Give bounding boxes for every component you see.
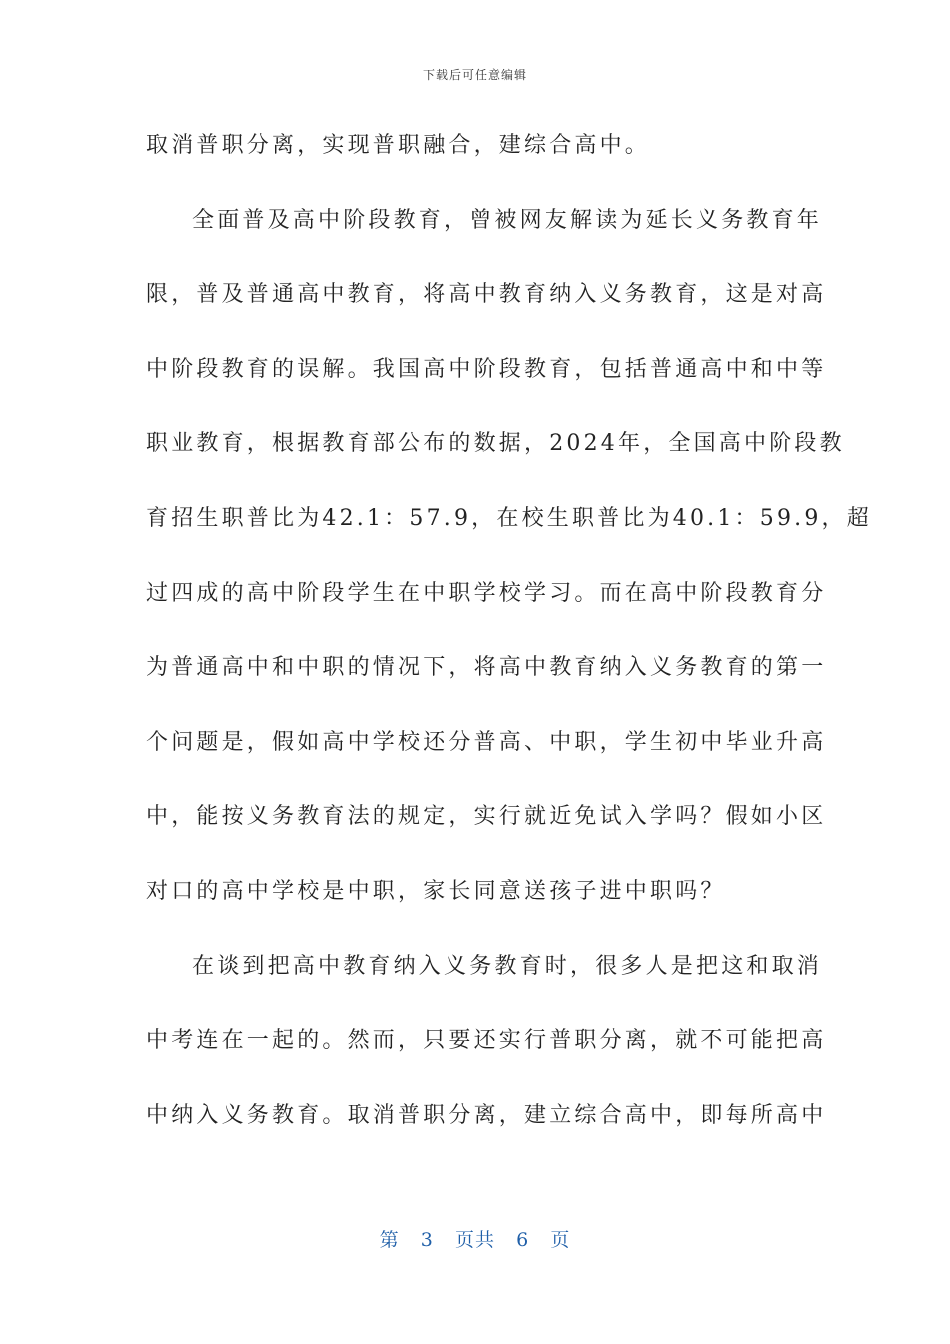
current-page-number: 3 xyxy=(420,1229,434,1251)
header-note: 下载后可任意编辑 xyxy=(422,68,527,82)
text-line: 限，普及普通高中教育，将高中教育纳入义务教育，这是对高 xyxy=(146,282,827,308)
text-line: 中，能按义务教育法的规定，实行就近免试入学吗？假如小区 xyxy=(146,804,827,830)
text-line: 取消普职分离，实现普职融合，建综合高中。 xyxy=(146,133,651,158)
text-line: 个问题是，假如高中学校还分普高、中职，学生初中毕业升高 xyxy=(146,729,827,755)
footer-suffix: 页 xyxy=(550,1229,571,1251)
text-line: 中纳入义务教育。取消普职分离，建立综合高中，即每所高中 xyxy=(146,1102,827,1128)
text-line: 中阶段教育的误解。我国高中阶段教育，包括普通高中和中等 xyxy=(146,356,827,382)
text-line: 全面普及高中阶段教育，曾被网友解读为延长义务教育年 xyxy=(192,207,823,233)
footer-prefix: 第 xyxy=(379,1229,400,1251)
text-line: 过四成的高中阶段学生在中职学校学习。而在高中阶段教育分 xyxy=(146,580,827,606)
text-line: 职业教育，根据教育部公布的数据，2024年，全国高中阶段教 xyxy=(146,431,845,457)
footer-middle: 页共 xyxy=(454,1229,495,1251)
text-line: 育招生职普比为42.1：57.9，在校生职普比为40.1：59.9，超 xyxy=(146,505,872,531)
page-footer xyxy=(0,1225,950,1252)
total-pages-number: 6 xyxy=(516,1229,530,1251)
document-body xyxy=(146,124,872,1168)
text-line: 中考连在一起的。然而，只要还实行普职分离，就不可能把高 xyxy=(146,1028,827,1054)
text-line: 为普通高中和中职的情况下，将高中教育纳入义务教育的第一 xyxy=(146,655,827,681)
text-line: 对口的高中学校是中职，家长同意送孩子进中职吗？ xyxy=(146,878,726,904)
text-line: 在谈到把高中教育纳入义务教育时，很多人是把这和取消 xyxy=(192,953,823,979)
